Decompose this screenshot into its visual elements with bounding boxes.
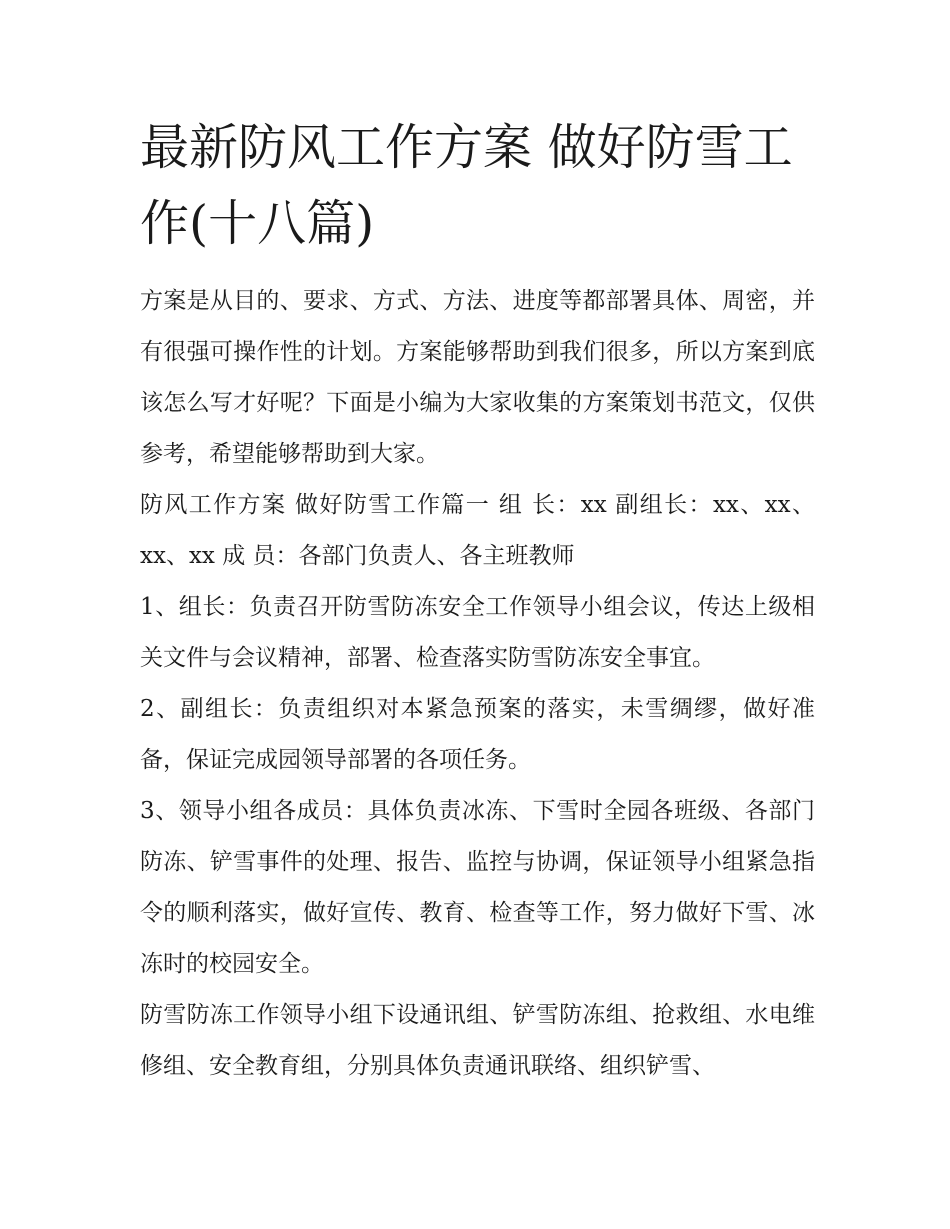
group-members-paragraph: 防风工作方案 做好防雪工作篇一 组 长：xx 副组长：xx、xx、xx、xx 成 员：各部门负责人、各主班教师 bbox=[140, 492, 815, 569]
subgroups-paragraph: 防雪防冻工作领导小组下设通讯组、铲雪防冻组、抢救组、水电维修组、安全教育组，分别具体负责通讯联络、组织铲雪、 bbox=[140, 1002, 815, 1079]
intro-paragraph: 方案是从目的、要求、方式、方法、进度等都部署具体、周密，并有很强可操作性的计划。方案能够帮助到我们很多，所以方案到底该怎么写才好呢？下面是小编为大家收集的方案策划书范文，仅供参考，希望能够帮助到大家。 bbox=[140, 288, 815, 467]
duty-leader-paragraph: 1、组长：负责召开防雪防冻安全工作领导小组会议，传达上级相关文件与会议精神，部署、检查落实防雪防冻安全事宜。 bbox=[140, 594, 815, 671]
duty-members-paragraph: 3、领导小组各成员：具体负责冰冻、下雪时全园各班级、各部门防冻、铲雪事件的处理、报告、监控与协调，保证领导小组紧急指令的顺利落实，做好宣传、教育、检查等工作，努力做好下雪、冰冻时的校园安全。 bbox=[140, 798, 815, 977]
document-title: 最新防风工作方案 做好防雪工作(十八篇) bbox=[140, 119, 793, 252]
duty-deputy-paragraph: 2、副组长：负责组织对本紧急预案的落实，未雪绸缪，做好准备，保证完成园领导部署的各项任务。 bbox=[140, 696, 815, 773]
document-body bbox=[140, 276, 815, 1092]
